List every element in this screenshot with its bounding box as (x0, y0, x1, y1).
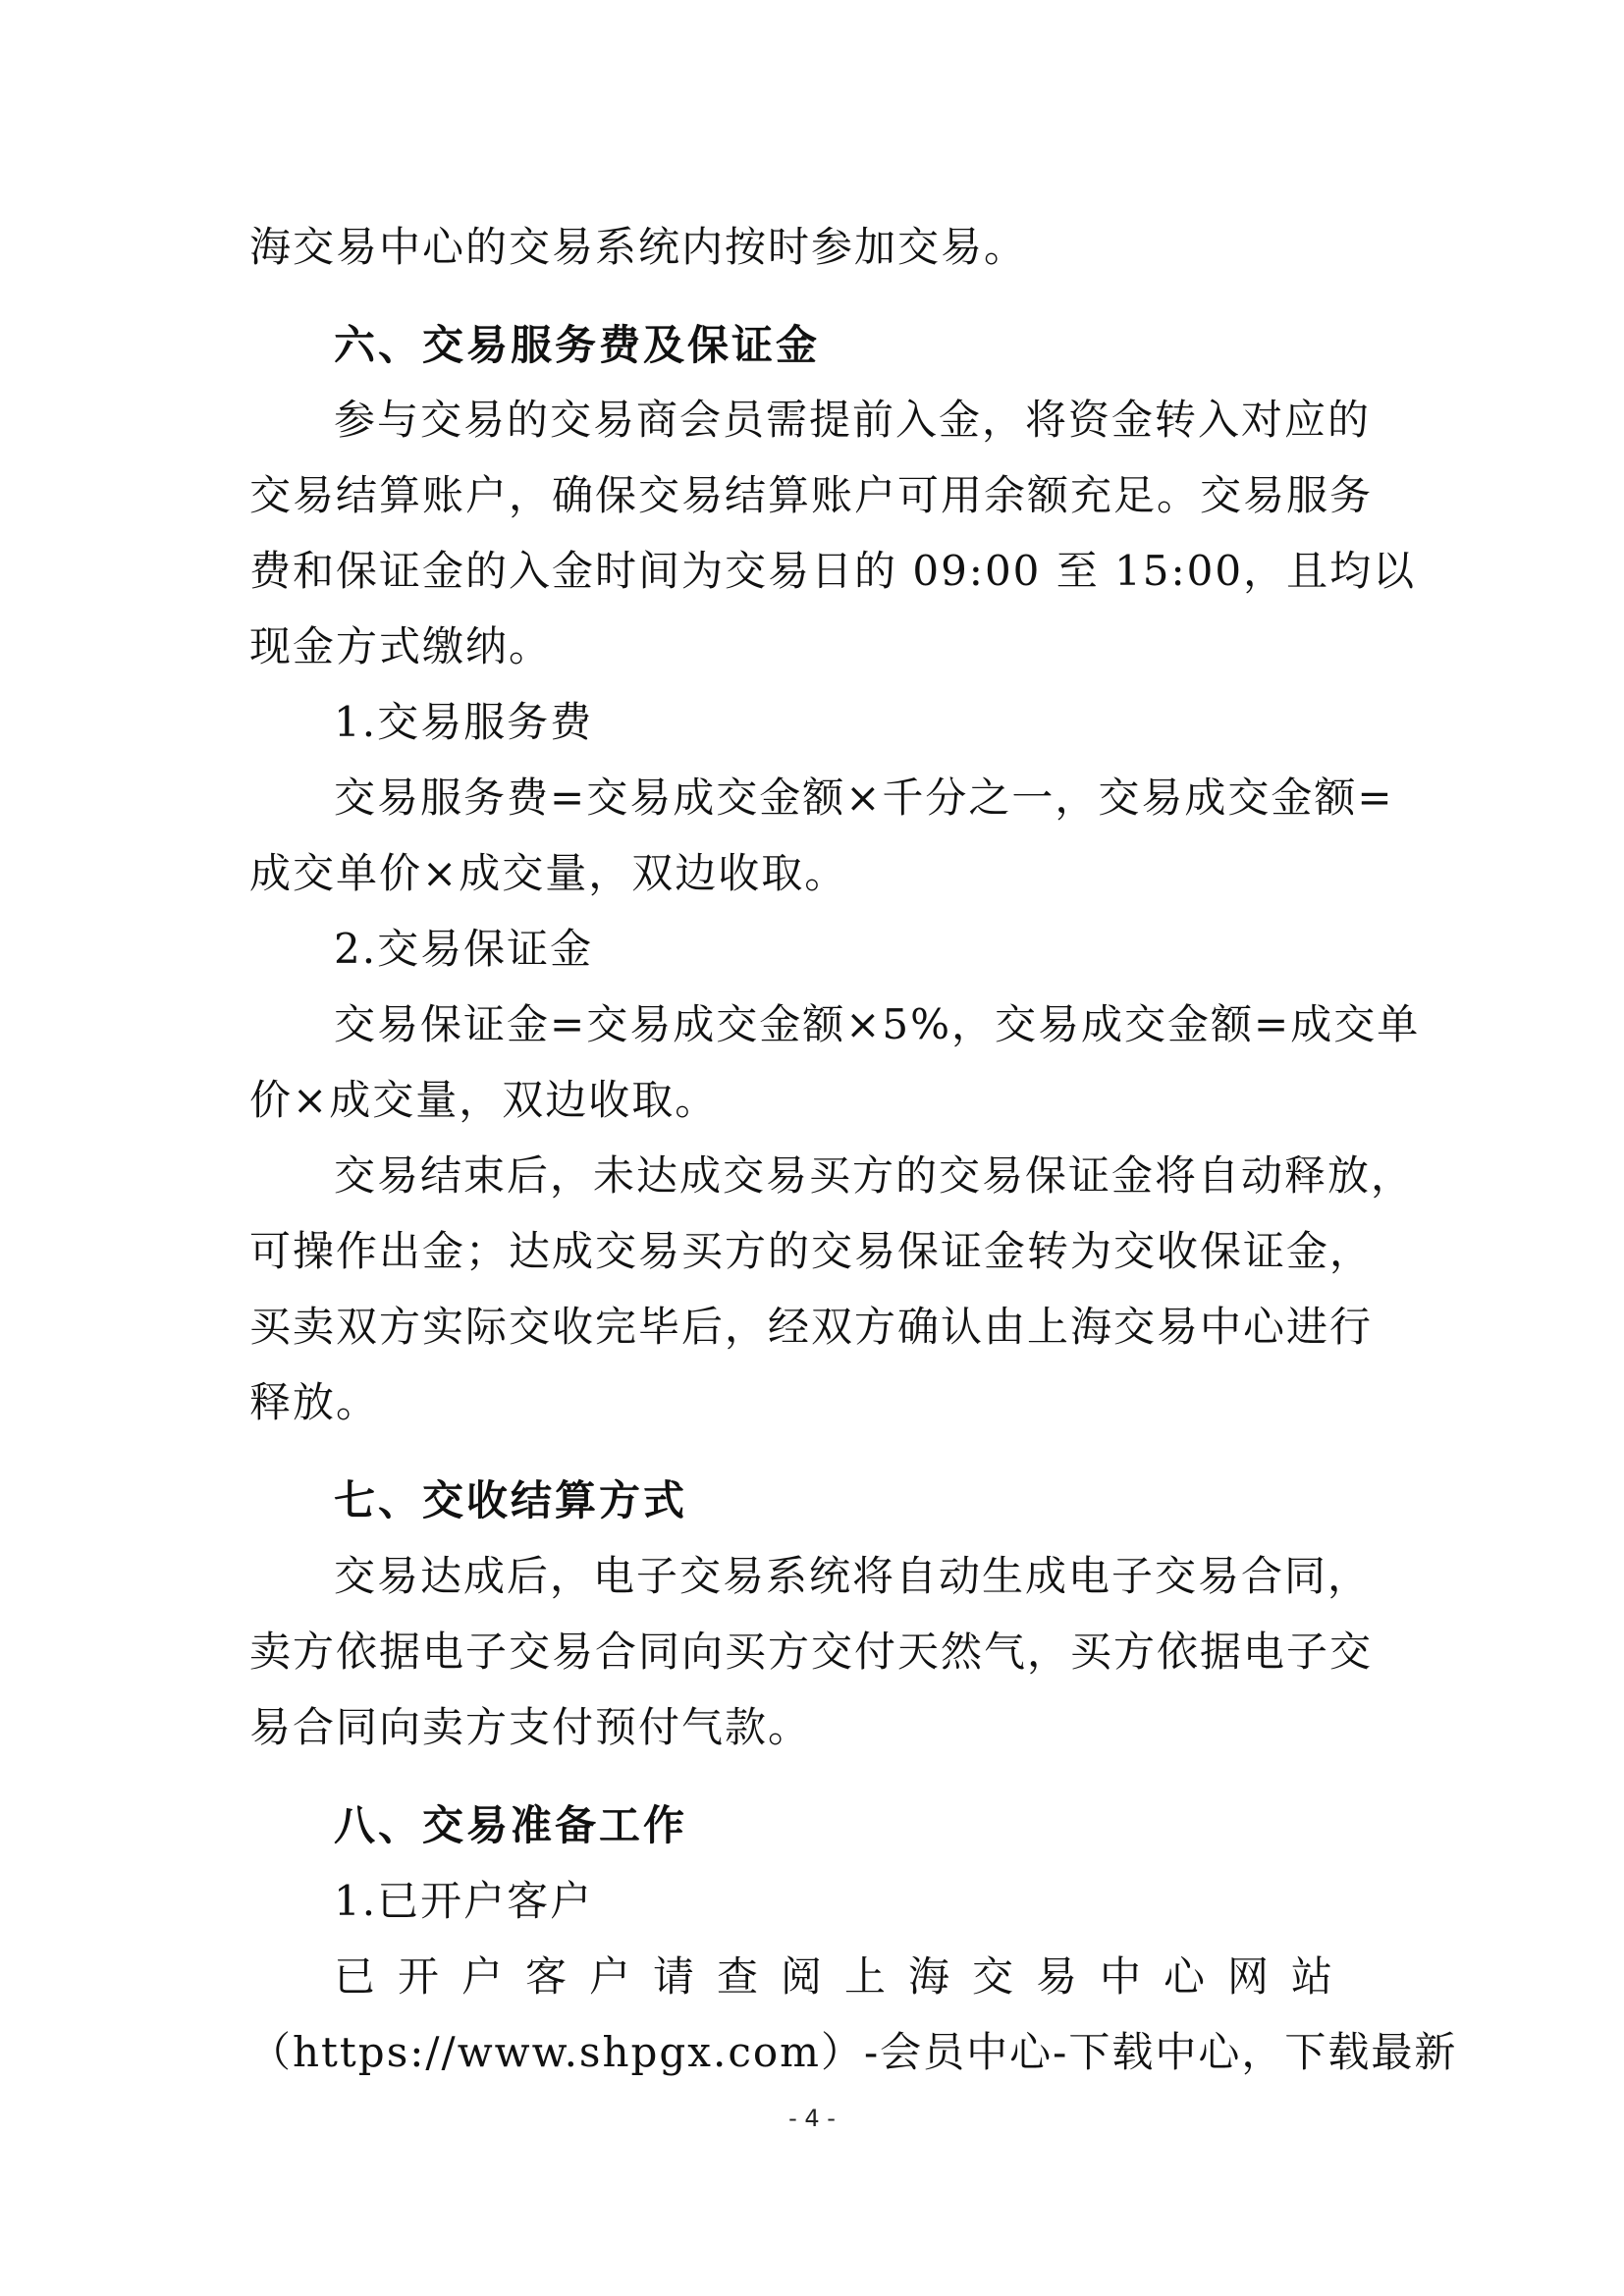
paragraph-line: 成交单价×成交量，双边收取。 (249, 849, 848, 897)
paragraph-continuation-line: 海交易中心的交易系统内按时参加交易。 (249, 223, 1028, 271)
paragraph-line-with-link: （https://www.shpgx.com）-会员中心-下载中心，下载最新 (249, 2028, 1458, 2076)
page-number: - 4 - (788, 2105, 836, 2132)
paragraph-line: 可操作出金；达成交易买方的交易保证金转为交收保证金， (249, 1227, 1374, 1275)
paragraph-line: 易合同向卖方支付预付气款。 (249, 1703, 812, 1751)
paragraph-line: 费和保证金的入金时间为交易日的 09:00 至 15:00，且均以 (249, 547, 1417, 595)
paragraph-line: 参与交易的交易商会员需提前入金，将资金转入对应的 (334, 396, 1372, 444)
paragraph-line: 买卖双方实际交收完毕后，经双方确认由上海交易中心进行 (249, 1303, 1374, 1351)
paragraph-line: 交易结束后，未达成交易买方的交易保证金将自动释放， (334, 1151, 1415, 1200)
subheading-existing-customers: 1.已开户客户 (334, 1877, 594, 1925)
section-heading-fees-margin: 六、交易服务费及保证金 (334, 321, 821, 369)
section-heading-settlement: 七、交收结算方式 (334, 1476, 688, 1524)
paragraph-line: 现金方式缴纳。 (249, 622, 553, 670)
subheading-service-fee: 1.交易服务费 (334, 698, 594, 746)
paragraph-line: 价×成交量，双边收取。 (249, 1076, 719, 1124)
paragraph-line: 已开户客户请查阅上海交易中心网站 (334, 1952, 1356, 2001)
paragraph-line: 交易达成后，电子交易系统将自动生成电子交易合同， (334, 1552, 1372, 1600)
paragraph-line: 交易保证金=交易成交金额×5%，交易成交金额=成交单 (334, 1000, 1421, 1048)
paragraph-line: 卖方依据电子交易合同向买方交付天然气，买方依据电子交 (249, 1628, 1374, 1676)
paragraph-line: 交易服务费=交易成交金额×千分之一，交易成交金额= (334, 774, 1394, 822)
paragraph-line: 交易结算账户，确保交易结算账户可用余额充足。交易服务 (249, 471, 1374, 519)
subheading-margin: 2.交易保证金 (334, 925, 594, 973)
paragraph-line: 释放。 (249, 1378, 380, 1426)
section-heading-preparation: 八、交易准备工作 (334, 1801, 688, 1849)
